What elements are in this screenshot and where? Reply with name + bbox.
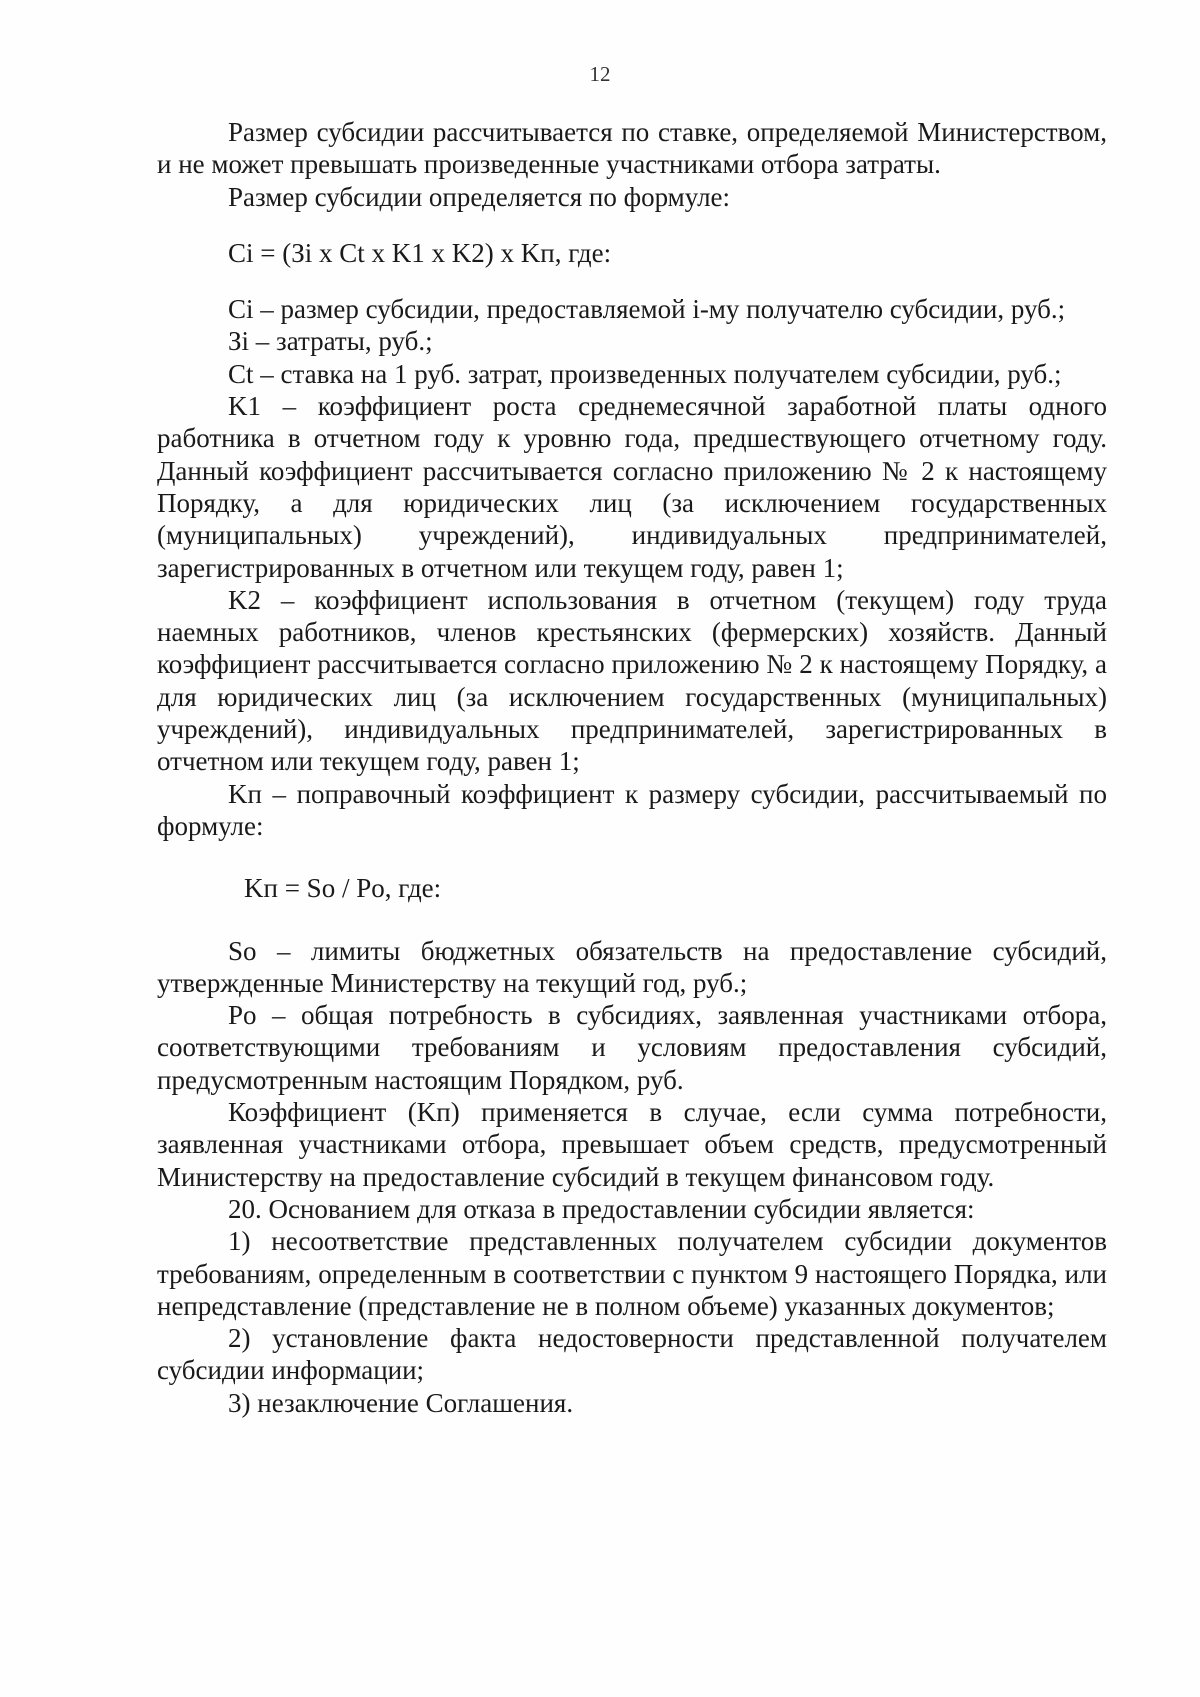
refusal-item-1: 1) несоответствие представленных получателем субсидии документов требованиям, определенным в соответствии с пунктом 9 настоящего Порядка, или непредставление (представление не в полном объеме) указанных документов; — [157, 1226, 1107, 1321]
definition-ci: Сi – размер субсидии, предоставляемой i-му получателю субсидии, руб.; — [228, 294, 1066, 325]
formula-subsidy: Сi = (Зi x Ct x K1 x K2) x Kп, где: — [228, 237, 612, 268]
paragraph-formula-intro: Размер субсидии определяется по формуле: — [228, 181, 731, 212]
paragraph-refusal-grounds: 20. Основанием для отказа в предоставлении субсидии является: — [228, 1193, 975, 1224]
refusal-item-3: 3) незаключение Соглашения. — [228, 1387, 574, 1418]
refusal-item-2: 2) установление факта недостоверности представленной получателем субсидии информации; — [157, 1323, 1107, 1386]
formula-kp: Kп = So / Po, где: — [244, 873, 442, 904]
definition-po: Po – общая потребность в субсидиях, заявленная участниками отбора, соответствующими требованиям и условиям предоставления субсидий, предусмотренным настоящим Порядком, руб. — [157, 1000, 1107, 1095]
definition-ct: Ct – ставка на 1 руб. затрат, произведенных получателем субсидии, руб.; — [228, 358, 1062, 389]
page-number: 12 — [589, 62, 611, 86]
definition-k2: K2 – коэффициент использования в отчетном (текущем) году труда наемных работников, членов крестьянских (фермерских) хозяйств. Данный коэффициент рассчитывается согласно приложению № 2 к настоящему Порядку, а для юридических лиц (за исключением государственных (муниципальных) учреждений), индивидуальных предпринимателей, зарегистрированных в отчетном или текущем году, равен 1; — [157, 584, 1107, 777]
definition-k1: K1 – коэффициент роста среднемесячной заработной платы одного работника в отчетном году к уровню года, предшествующего отчетному году. Данный коэффициент рассчитывается согласно приложению № 2 к настоящему Порядку, а для юридических лиц (за исключением государственных (муниципальных) учреждений), индивидуальных предпринимателей, зарегистрированных в отчетном или текущем году, равен 1; — [157, 391, 1107, 583]
paragraph-kp-application: Коэффициент (Kп) применяется в случае, если сумма потребности, заявленная участниками отбора, превышает объем средств, предусмотренный Министерству на предоставление субсидий в текущем финансовом году. — [157, 1097, 1107, 1192]
definition-kp: Kп – поправочный коэффициент к размеру субсидии, рассчитываемый по формуле: — [157, 778, 1107, 841]
document-body — [157, 116, 1107, 1419]
definition-so: So – лимиты бюджетных обязательств на предоставление субсидий, утвержденные Министерству на текущий год, руб.; — [157, 935, 1107, 998]
paragraph-subsidy-size-rate: Размер субсидии рассчитывается по ставке, определяемой Министерством, и не может превышать произведенные участниками отбора затраты. — [157, 117, 1107, 180]
definition-zi: Зi – затраты, руб.; — [228, 326, 433, 357]
